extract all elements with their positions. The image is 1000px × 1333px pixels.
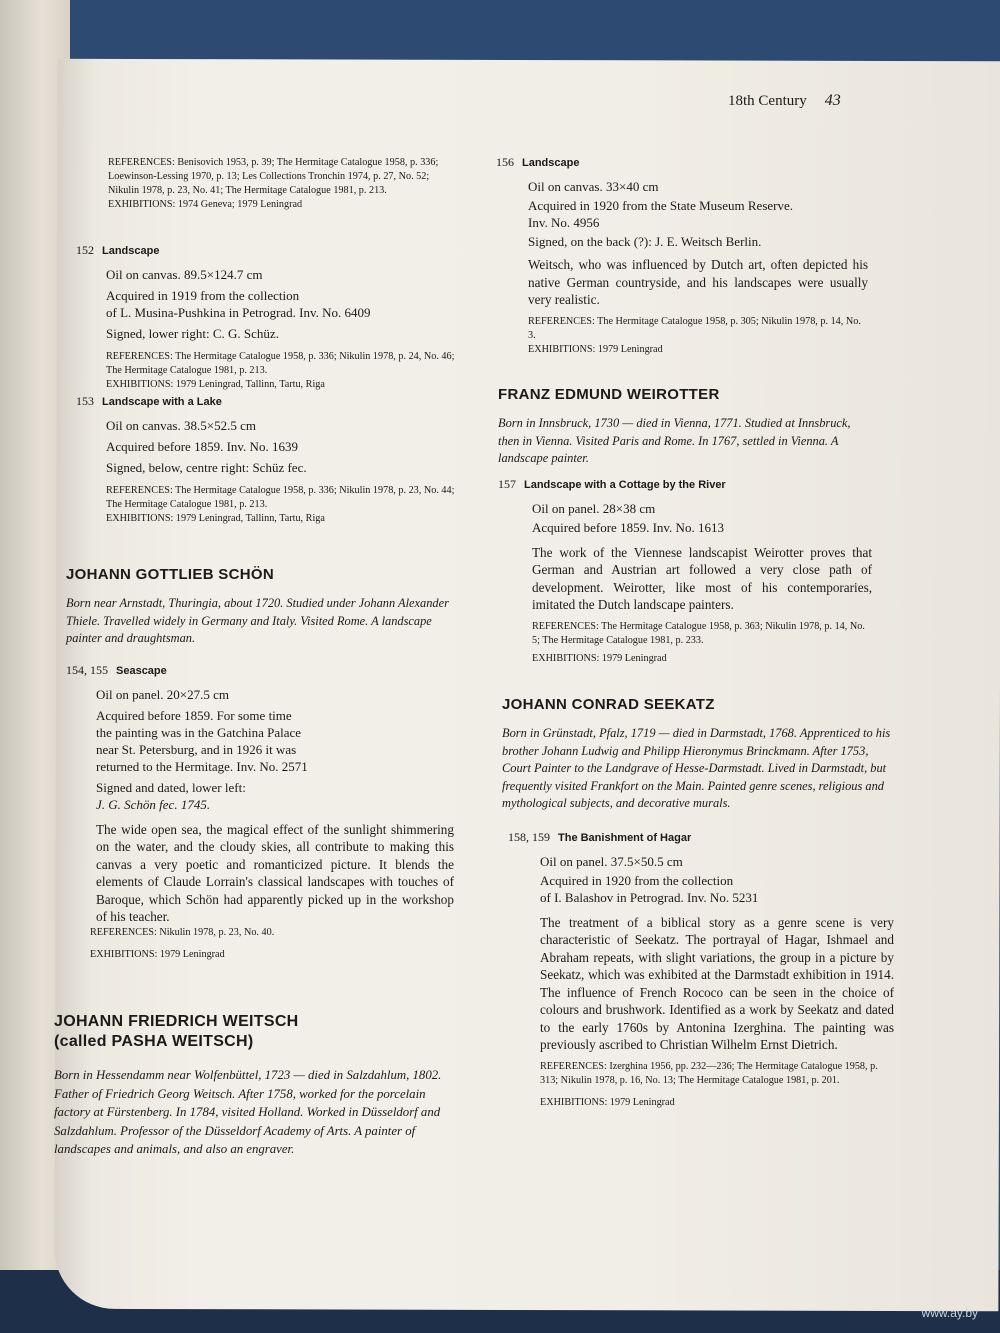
artist-alias: (called PASHA WEITSCH) xyxy=(54,1033,254,1050)
entry-title: Landscape with a Lake xyxy=(102,396,222,408)
exhibitions: EXHIBITIONS: 1979 Leningrad xyxy=(532,652,667,664)
entry-title: The Banishment of Hagar xyxy=(558,831,692,844)
running-header xyxy=(728,92,841,110)
provenance: Acquired in 1919 from the collection xyxy=(106,288,300,303)
references: REFERENCES: The Hermitage Catalogue 1958, p. 363; Nikulin 1978, p. 14, No. 5; The Hermitage Catalogue 1981, p. 233. xyxy=(532,620,865,646)
artist-weitsch xyxy=(54,1012,458,1159)
section-title: 18th Century xyxy=(728,93,807,109)
commentary: The work of the Viennese landscapist Weirotter proves that German and Austrian art followed a very close path of development. Weirotter, like most of his contemporaries, imitated the Dutch landscape painters. xyxy=(532,544,872,612)
catalogue-entry-153 xyxy=(76,383,456,526)
artist-seekatz xyxy=(502,696,894,1110)
commentary: The treatment of a biblical story as a genre scene is very characteristic of Seekatz. The portrayal of Hagar, Ishmael and Abraham repeats, with slight variations, the group in a picture by Seekatz, which was exhibited at the Darmstadt exhibition in 1914. The influence of French Rococo can be seen in the choice of colours and brushwork. Identified as a work by Seekatz and dated to the early 1760s by Antonina Izerghina. The painting was previously ascribed to Christian Wilhelm Ernst Dietrich. xyxy=(540,914,894,1052)
catalogue-entry-156 xyxy=(496,154,868,357)
exhibitions: EXHIBITIONS: 1979 Leningrad xyxy=(528,343,663,355)
references: REFERENCES: Benisovich 1953, p. 39; The Hermitage Catalogue 1958, p. 336; Loewinson-Lessing 1970, p. 13; Les Collections Tronchin 1974, p. 27, No. 52; Nikulin 1978, p. 23, No. 41; The Hermitage Catalogue 1981, p. 213. xyxy=(108,157,439,196)
provenance-cont: of I. Balashov in Petrograd. Inv. No. 5231 xyxy=(540,889,759,905)
provenance: Acquired before 1859. For some time xyxy=(96,707,292,723)
references: REFERENCES: Nikulin 1978, p. 23, No. 40. xyxy=(90,926,275,938)
entry-number: 156 xyxy=(496,155,514,169)
entry-title: Landscape with a Cottage by the River xyxy=(524,478,726,491)
references: REFERENCES: Izerghina 1956, pp. 232—236; The Hermitage Catalogue 1958, p. 313; Nikulin 1978, p. 16, No. 13; The Hermitage Catalogue 1981, p. 201. xyxy=(540,1060,878,1086)
medium: Oil on panel. 37.5×50.5 cm xyxy=(540,853,683,869)
references: REFERENCES: The Hermitage Catalogue 1958, p. 336; Nikulin 1978, p. 24, No. 46; The Hermitage Catalogue 1981, p. 213. xyxy=(106,351,455,376)
exhibitions: EXHIBITIONS: 1979 Leningrad, Tallinn, Tartu, Riga xyxy=(106,379,325,390)
artist-name: JOHANN FRIEDRICH WEITSCH xyxy=(54,1013,299,1030)
artist-biography: Born near Arnstadt, Thuringia, about 1720. Studied under Johann Alexander Thiele. Travelled widely in Germany and Italy. Visited Rome. A landscape painter and draughtsman. xyxy=(66,596,449,645)
entry-number: 152 xyxy=(76,243,94,257)
inventory-number: Inv. No. 4956 xyxy=(528,215,600,230)
commentary: The wide open sea, the magical effect of the sunlight shimmering on the water, and the cloudy skies, all contribute to making this canvas a very poetic and romanticized picture. It blends the elements of Claude Lorrain's classical landscapes with touches of Baroque, which Schön had apparently picked up in the workshop of his teacher. xyxy=(96,821,454,924)
signature: Signed, lower right: C. G. Schüz. xyxy=(106,326,279,341)
commentary: Weitsch, who was influenced by Dutch art, often depicted his native German countryside, and his landscapes were usually very realistic. xyxy=(528,257,868,307)
entry-number: 153 xyxy=(76,394,94,408)
watermark: www.ay.by xyxy=(921,1306,978,1320)
signature: Signed, on the back (?): J. E. Weitsch Berlin. xyxy=(528,234,762,249)
artist-biography: Born in Innsbruck, 1730 — died in Vienna, 1771. Studied at Innsbruck, then in Vienna. Visited Paris and Rome. In 1767, settled in Vienna. A landscape painter. xyxy=(498,416,851,465)
artist-biography: Born in Hessendamm near Wolfenbüttel, 1723 — died in Salzdahlum, 1802. Father of Friedrich Georg Weitsch. After 1758, worked for the porcelain factory at Fürstenberg. In 1784, visited Holland. Worked in Düsseldorf and Salzdahlum. Professor of the Düsseldorf Academy of Arts. A painter of landscapes and animals, and also an engraver. xyxy=(54,1068,442,1156)
entry-title: Seascape xyxy=(116,664,167,677)
signature-text: J. G. Schön fec. 1745. xyxy=(96,796,211,812)
medium: Oil on canvas. 89.5×124.7 cm xyxy=(106,267,263,282)
entry-number: 157 xyxy=(498,476,516,491)
catalogue-entry-152 xyxy=(76,232,456,392)
provenance: Acquired before 1859. Inv. No. 1613 xyxy=(532,519,724,535)
artist-name: JOHANN CONRAD SEEKATZ xyxy=(502,696,715,713)
exhibitions: EXHIBITIONS: 1979 Leningrad xyxy=(540,1096,675,1108)
provenance-cont: the painting was in the Gatchina Palace xyxy=(96,724,302,740)
provenance-cont: returned to the Hermitage. Inv. No. 2571 xyxy=(96,758,308,774)
artist-biography: Born in Grünstadt, Pfalz, 1719 — died in Darmstadt, 1768. Apprenticed to his brother Johann Ludwig and Philipp Hieronymus Brinckmann. After 1753, Court Painter to the Landgrave of Hesse-Darmstadt. Lived in Darmstadt, but frequently visited Frankfort on the Main. Painted genre scenes, religious and mythological subjects, and decorative murals. xyxy=(502,726,891,810)
artist-name: FRANZ EDMUND WEIROTTER xyxy=(498,386,720,403)
entry-number: 158, 159 xyxy=(508,829,550,844)
medium: Oil on canvas. 33×40 cm xyxy=(528,179,659,194)
artist-weirotter xyxy=(498,386,872,666)
exhibitions: EXHIBITIONS: 1974 Geneva; 1979 Leningrad xyxy=(108,199,303,210)
provenance-cont: near St. Petersburg, and in 1926 it was xyxy=(96,741,297,757)
artist-schon xyxy=(66,566,456,962)
entry-title: Landscape xyxy=(102,245,160,257)
signature: Signed and dated, lower left: xyxy=(96,779,246,795)
artist-name: JOHANN GOTTLIEB SCHÖN xyxy=(66,566,274,583)
provenance: Acquired in 1920 from the collection xyxy=(540,872,734,888)
provenance: Acquired in 1920 from the State Museum Reserve. xyxy=(528,198,793,213)
medium: Oil on canvas. 38.5×52.5 cm xyxy=(106,418,256,433)
medium: Oil on panel. 28×38 cm xyxy=(532,500,656,516)
provenance-cont: of L. Musina-Pushkina in Petrograd. Inv. No. 6409 xyxy=(106,305,371,320)
page-number: 43 xyxy=(824,92,841,109)
references: REFERENCES: The Hermitage Catalogue 1958, p. 336; Nikulin 1978, p. 23, No. 44; The Hermitage Catalogue 1981, p. 213. xyxy=(106,485,455,510)
exhibitions: EXHIBITIONS: 1979 Leningrad, Tallinn, Tartu, Riga xyxy=(106,513,325,524)
entry-title: Landscape xyxy=(522,157,580,169)
left-column xyxy=(108,156,453,212)
references: REFERENCES: The Hermitage Catalogue 1958, p. 305; Nikulin 1978, p. 14, No. 3. xyxy=(528,315,861,341)
entry-number: 154, 155 xyxy=(66,662,108,677)
provenance: Acquired before 1859. Inv. No. 1639 xyxy=(106,439,298,454)
exhibitions: EXHIBITIONS: 1979 Leningrad xyxy=(90,948,225,960)
signature: Signed, below, centre right: Schüz fec. xyxy=(106,460,307,475)
medium: Oil on panel. 20×27.5 cm xyxy=(96,686,229,702)
